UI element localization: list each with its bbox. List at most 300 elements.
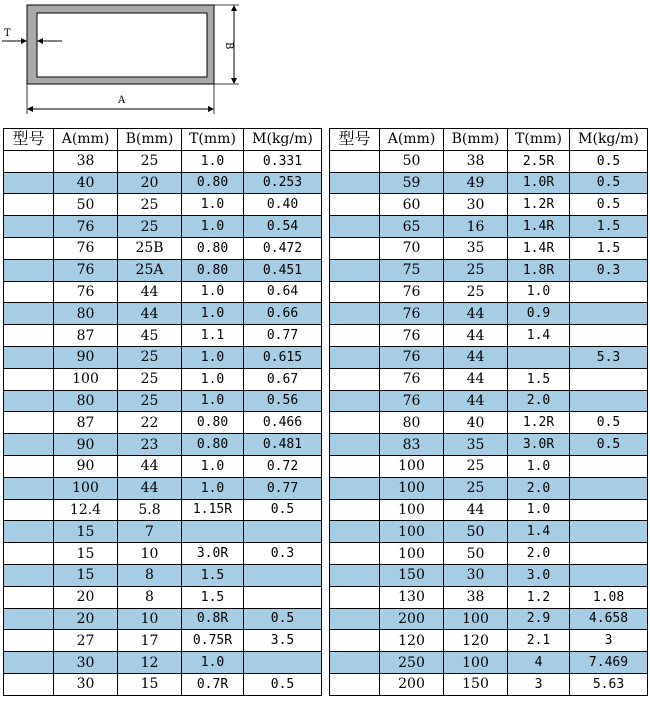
- cell-m: 0.5: [244, 499, 322, 521]
- cell-t: 1.0: [508, 281, 570, 303]
- cell-a: 12.4: [54, 499, 118, 521]
- cell-m: 0.5: [570, 412, 648, 434]
- table-row: [330, 237, 648, 259]
- cell-m: 4.658: [570, 608, 648, 630]
- header-m: M(kg/m): [570, 129, 648, 151]
- table-row: [4, 630, 322, 652]
- cell-m: 0.56: [244, 390, 322, 412]
- cell-t: 1.0: [182, 281, 244, 303]
- table-row: [330, 455, 648, 477]
- cell-a: 15: [54, 543, 118, 565]
- cell-t: [182, 521, 244, 543]
- model-cell: [4, 586, 54, 608]
- model-cell: [330, 303, 380, 325]
- cell-b: 25: [118, 390, 182, 412]
- cell-m: 5.3: [570, 346, 648, 368]
- cell-t: 1.0: [182, 150, 244, 172]
- cell-a: 65: [380, 216, 444, 238]
- cell-m: 0.472: [244, 237, 322, 259]
- cell-a: 150: [380, 564, 444, 586]
- cell-m: 0.451: [244, 259, 322, 281]
- model-cell: [4, 237, 54, 259]
- table-row: [4, 303, 322, 325]
- cell-a: 59: [380, 172, 444, 194]
- model-cell: [330, 237, 380, 259]
- cell-m: 3: [570, 630, 648, 652]
- cell-a: 76: [54, 259, 118, 281]
- cell-a: 90: [54, 346, 118, 368]
- header-b: B(mm): [118, 129, 182, 151]
- cell-t: 1.0: [508, 455, 570, 477]
- cell-t: 1.5: [182, 564, 244, 586]
- cell-b: 8: [118, 564, 182, 586]
- table-row: [4, 412, 322, 434]
- cell-m: 0.5: [570, 172, 648, 194]
- cell-m: 0.481: [244, 434, 322, 456]
- table-row: [4, 172, 322, 194]
- header-t: T(mm): [508, 129, 570, 151]
- cell-m: [244, 652, 322, 674]
- table-row: [4, 368, 322, 390]
- cell-t: 0.80: [182, 172, 244, 194]
- cell-b: 23: [118, 434, 182, 456]
- cell-a: 250: [380, 652, 444, 674]
- cell-t: 3.0R: [182, 543, 244, 565]
- cell-b: 44: [118, 281, 182, 303]
- cell-a: 50: [54, 194, 118, 216]
- cell-a: 130: [380, 586, 444, 608]
- cell-a: 76: [380, 325, 444, 347]
- cell-t: 1.4R: [508, 237, 570, 259]
- cell-a: 83: [380, 434, 444, 456]
- cell-a: 100: [380, 455, 444, 477]
- cell-m: 0.253: [244, 172, 322, 194]
- table-row: [4, 586, 322, 608]
- cell-b: 44: [444, 346, 508, 368]
- cell-m: 1.5: [570, 216, 648, 238]
- model-cell: [330, 434, 380, 456]
- model-cell: [4, 434, 54, 456]
- table-row: [330, 346, 648, 368]
- cell-m: [570, 303, 648, 325]
- table-row: [330, 477, 648, 499]
- model-cell: [4, 412, 54, 434]
- cell-a: 100: [380, 477, 444, 499]
- model-cell: [4, 543, 54, 565]
- cell-a: 100: [54, 477, 118, 499]
- cell-b: 44: [444, 499, 508, 521]
- cell-m: [570, 499, 648, 521]
- model-cell: [330, 564, 380, 586]
- cell-t: 1.0: [182, 303, 244, 325]
- table-row: [4, 521, 322, 543]
- model-cell: [4, 477, 54, 499]
- cell-m: 5.63: [570, 673, 648, 695]
- table-row: [4, 150, 322, 172]
- cell-b: 5.8: [118, 499, 182, 521]
- model-cell: [4, 521, 54, 543]
- model-cell: [330, 150, 380, 172]
- model-cell: [4, 368, 54, 390]
- cell-b: 16: [444, 216, 508, 238]
- cell-a: 76: [380, 303, 444, 325]
- model-cell: [330, 194, 380, 216]
- cell-a: 80: [54, 390, 118, 412]
- cell-m: 0.40: [244, 194, 322, 216]
- model-cell: [330, 630, 380, 652]
- model-cell: [330, 259, 380, 281]
- cell-t: 1.4: [508, 325, 570, 347]
- cell-b: 44: [118, 455, 182, 477]
- width-arrow-right-icon: [208, 106, 214, 112]
- cell-b: 12: [118, 652, 182, 674]
- cell-m: 0.72: [244, 455, 322, 477]
- table-row: [330, 325, 648, 347]
- cell-t: 1.1: [182, 325, 244, 347]
- cell-b: 25: [444, 455, 508, 477]
- model-cell: [330, 455, 380, 477]
- cell-t: 2.0: [508, 477, 570, 499]
- model-cell: [330, 586, 380, 608]
- cell-a: 100: [380, 543, 444, 565]
- table-row: [330, 172, 648, 194]
- cell-a: 38: [54, 150, 118, 172]
- cell-a: 75: [380, 259, 444, 281]
- model-cell: [4, 346, 54, 368]
- cell-a: 76: [380, 390, 444, 412]
- cell-m: 0.615: [244, 346, 322, 368]
- cell-b: 25B: [118, 237, 182, 259]
- cell-t: 1.0: [182, 477, 244, 499]
- cell-b: 30: [444, 194, 508, 216]
- cell-a: 20: [54, 608, 118, 630]
- model-cell: [330, 543, 380, 565]
- model-cell: [330, 412, 380, 434]
- cell-a: 20: [54, 586, 118, 608]
- cell-t: 0.80: [182, 259, 244, 281]
- cell-m: [244, 564, 322, 586]
- cell-b: 35: [444, 237, 508, 259]
- cell-m: 0.5: [570, 434, 648, 456]
- cell-b: 50: [444, 543, 508, 565]
- cell-t: 4: [508, 652, 570, 674]
- cell-t: 2.5R: [508, 150, 570, 172]
- label-t: T: [4, 28, 11, 39]
- table-row: [4, 477, 322, 499]
- cell-b: 40: [444, 412, 508, 434]
- model-cell: [330, 216, 380, 238]
- cell-a: 90: [54, 434, 118, 456]
- table-row: [330, 259, 648, 281]
- cell-b: 30: [444, 564, 508, 586]
- cell-a: 100: [54, 368, 118, 390]
- header-t: T(mm): [182, 129, 244, 151]
- cell-t: 1.0: [182, 368, 244, 390]
- table-row: [4, 194, 322, 216]
- cell-b: 100: [444, 652, 508, 674]
- cell-m: 3.5: [244, 630, 322, 652]
- cell-m: [244, 521, 322, 543]
- model-cell: [4, 194, 54, 216]
- model-cell: [330, 325, 380, 347]
- header-a: A(mm): [380, 129, 444, 151]
- table-row: [4, 652, 322, 674]
- cell-a: 70: [380, 237, 444, 259]
- cell-b: 25: [118, 216, 182, 238]
- cell-t: 2.9: [508, 608, 570, 630]
- height-arrow-up-icon: [231, 5, 237, 11]
- cell-t: 1.0: [182, 216, 244, 238]
- table-row: [330, 303, 648, 325]
- cell-m: [570, 281, 648, 303]
- cell-t: 3.0: [508, 564, 570, 586]
- cell-m: 0.64: [244, 281, 322, 303]
- cell-t: 0.75R: [182, 630, 244, 652]
- cell-m: 0.5: [244, 608, 322, 630]
- cell-t: 1.0R: [508, 172, 570, 194]
- cell-a: 120: [380, 630, 444, 652]
- model-cell: [4, 673, 54, 695]
- cell-t: 1.15R: [182, 499, 244, 521]
- spec-table-right: [329, 128, 648, 696]
- cell-t: 1.0: [182, 194, 244, 216]
- cell-m: [570, 455, 648, 477]
- cell-m: 0.3: [244, 543, 322, 565]
- table-row: [330, 608, 648, 630]
- cell-t: 0.9: [508, 303, 570, 325]
- cell-m: [570, 325, 648, 347]
- cell-a: 100: [380, 499, 444, 521]
- table-row: [330, 412, 648, 434]
- cell-m: 0.54: [244, 216, 322, 238]
- cell-b: 120: [444, 630, 508, 652]
- cell-a: 40: [54, 172, 118, 194]
- table-row: [330, 521, 648, 543]
- table-row: [4, 325, 322, 347]
- cell-b: 25: [118, 150, 182, 172]
- cell-t: 1.4: [508, 521, 570, 543]
- cell-a: 76: [54, 281, 118, 303]
- cell-b: 10: [118, 543, 182, 565]
- tube-inner-hollow: [37, 13, 207, 77]
- cell-t: 1.5: [508, 368, 570, 390]
- cell-m: 7.469: [570, 652, 648, 674]
- cell-b: 7: [118, 521, 182, 543]
- table-row: [330, 150, 648, 172]
- cell-m: 0.67: [244, 368, 322, 390]
- cell-a: 200: [380, 673, 444, 695]
- header-m: M(kg/m): [244, 129, 322, 151]
- cell-b: 100: [444, 608, 508, 630]
- table-row: [330, 586, 648, 608]
- cell-b: 10: [118, 608, 182, 630]
- cell-m: 0.3: [570, 259, 648, 281]
- model-cell: [4, 325, 54, 347]
- cell-b: 44: [444, 390, 508, 412]
- table-row: [330, 281, 648, 303]
- model-cell: [4, 150, 54, 172]
- table-row: [330, 652, 648, 674]
- cell-t: 0.80: [182, 434, 244, 456]
- model-cell: [330, 521, 380, 543]
- table-row: [4, 237, 322, 259]
- cell-t: 0.8R: [182, 608, 244, 630]
- cell-b: 8: [118, 586, 182, 608]
- model-cell: [4, 390, 54, 412]
- cell-t: 1.0: [182, 455, 244, 477]
- cell-t: 1.0: [182, 390, 244, 412]
- cell-m: 0.5: [570, 194, 648, 216]
- cell-b: 45: [118, 325, 182, 347]
- label-a: A: [118, 95, 126, 106]
- model-cell: [4, 499, 54, 521]
- cell-b: 49: [444, 172, 508, 194]
- cell-b: 20: [118, 172, 182, 194]
- header-model: 型号: [4, 129, 54, 151]
- cell-t: 1.0: [508, 499, 570, 521]
- cell-t: 0.80: [182, 237, 244, 259]
- model-cell: [330, 368, 380, 390]
- rectangular-tube-diagram: [0, 0, 260, 120]
- cell-b: 25: [118, 346, 182, 368]
- table-row: [4, 543, 322, 565]
- cell-t: 1.8R: [508, 259, 570, 281]
- table-row: [330, 564, 648, 586]
- cell-t: 2.1: [508, 630, 570, 652]
- model-cell: [330, 390, 380, 412]
- cell-m: [570, 390, 648, 412]
- cell-t: 1.2R: [508, 412, 570, 434]
- table-row: [330, 543, 648, 565]
- cell-m: 1.08: [570, 586, 648, 608]
- cell-a: 80: [54, 303, 118, 325]
- cell-b: 25A: [118, 259, 182, 281]
- cell-t: 3: [508, 673, 570, 695]
- table-row: [4, 608, 322, 630]
- table-row: [330, 434, 648, 456]
- cell-b: 38: [444, 150, 508, 172]
- cell-b: 50: [444, 521, 508, 543]
- table-row: [4, 281, 322, 303]
- cell-a: 76: [54, 237, 118, 259]
- thickness-arrow-left-icon: [21, 38, 27, 44]
- cell-t: 1.0: [182, 652, 244, 674]
- cell-b: 25: [118, 368, 182, 390]
- cell-t: 1.2R: [508, 194, 570, 216]
- cell-m: [570, 521, 648, 543]
- cell-a: 76: [380, 281, 444, 303]
- cell-a: 50: [380, 150, 444, 172]
- cell-a: 15: [54, 564, 118, 586]
- cell-a: 76: [380, 368, 444, 390]
- table-row: [4, 564, 322, 586]
- header-row: [330, 129, 648, 151]
- cell-a: 76: [380, 346, 444, 368]
- cell-m: 0.5: [570, 150, 648, 172]
- cell-t: 1.5: [182, 586, 244, 608]
- model-cell: [4, 216, 54, 238]
- cell-b: 44: [444, 325, 508, 347]
- cell-a: 30: [54, 673, 118, 695]
- cell-b: 44: [118, 303, 182, 325]
- cell-a: 30: [54, 652, 118, 674]
- table-row: [330, 673, 648, 695]
- cell-t: 0.80: [182, 412, 244, 434]
- table-row: [330, 216, 648, 238]
- header-model: 型号: [330, 129, 380, 151]
- cell-t: 0.7R: [182, 673, 244, 695]
- model-cell: [330, 346, 380, 368]
- model-cell: [4, 281, 54, 303]
- cell-a: 27: [54, 630, 118, 652]
- cell-b: 25: [444, 259, 508, 281]
- cell-t: 2.0: [508, 390, 570, 412]
- model-cell: [330, 673, 380, 695]
- cell-b: 44: [444, 368, 508, 390]
- cell-b: 25: [444, 281, 508, 303]
- model-cell: [330, 281, 380, 303]
- header-b: B(mm): [444, 129, 508, 151]
- table-row: [4, 259, 322, 281]
- cell-b: 150: [444, 673, 508, 695]
- cell-b: 35: [444, 434, 508, 456]
- spec-table-left: [3, 128, 322, 696]
- model-cell: [330, 608, 380, 630]
- model-cell: [4, 455, 54, 477]
- cell-m: [570, 368, 648, 390]
- cell-b: 44: [118, 477, 182, 499]
- cell-a: 60: [380, 194, 444, 216]
- table-row: [4, 216, 322, 238]
- cell-a: 76: [54, 216, 118, 238]
- cell-t: 1.4R: [508, 216, 570, 238]
- cell-b: 17: [118, 630, 182, 652]
- model-cell: [4, 564, 54, 586]
- cell-b: 25: [444, 477, 508, 499]
- model-cell: [4, 259, 54, 281]
- cell-m: [244, 586, 322, 608]
- cell-t: 3.0R: [508, 434, 570, 456]
- model-cell: [4, 652, 54, 674]
- cell-t: [508, 346, 570, 368]
- table-row: [4, 390, 322, 412]
- cell-m: [570, 564, 648, 586]
- model-cell: [4, 608, 54, 630]
- cell-a: 200: [380, 608, 444, 630]
- cell-a: 87: [54, 412, 118, 434]
- height-arrow-down-icon: [231, 78, 237, 84]
- cell-b: 38: [444, 586, 508, 608]
- cell-b: 22: [118, 412, 182, 434]
- cell-m: [570, 543, 648, 565]
- cell-b: 44: [444, 303, 508, 325]
- cell-m: 0.77: [244, 477, 322, 499]
- cell-m: 0.466: [244, 412, 322, 434]
- cell-b: 25: [118, 194, 182, 216]
- model-cell: [4, 303, 54, 325]
- model-cell: [330, 477, 380, 499]
- cell-a: 80: [380, 412, 444, 434]
- model-cell: [330, 172, 380, 194]
- table-row: [330, 194, 648, 216]
- table-row: [4, 499, 322, 521]
- cell-t: 1.2: [508, 586, 570, 608]
- table-row: [330, 390, 648, 412]
- table-row: [4, 673, 322, 695]
- cell-m: 0.331: [244, 150, 322, 172]
- label-b: B: [223, 42, 234, 50]
- model-cell: [4, 172, 54, 194]
